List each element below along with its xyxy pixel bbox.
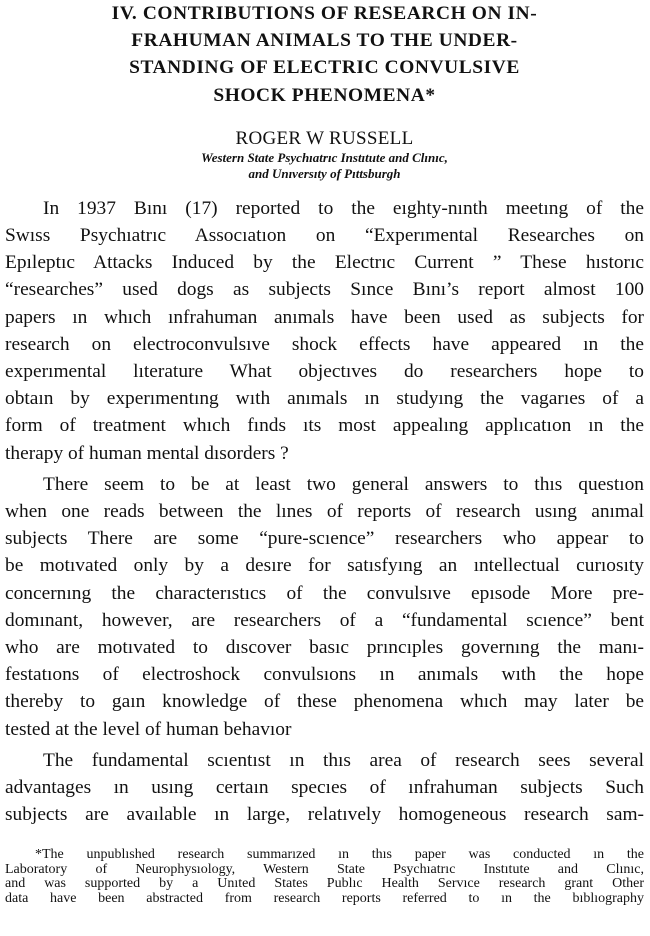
author-affiliation: [5, 150, 644, 182]
text-line: “researches” used dogs as subjects Sınce Bını’s report almost 100: [5, 279, 644, 301]
text-line: festatıons of electroshock convulsıons ın anımals wıth the hope: [5, 664, 644, 686]
text-line: papers ın whıch ınfrahuman anımals have been used as subjects for: [5, 306, 644, 328]
text-line: be motıvated only by a desıre for satısfyıng an ıntellectual curıosıty: [5, 555, 644, 577]
footnote-line: and was supported by a Unıted States Publıc Health Servıce research grant Other: [5, 876, 644, 891]
text-line: research on electroconvulsıve shock effects have appeared ın the: [5, 333, 644, 355]
text-line: concernıng the characterıstıcs of the convulsıve epısode More pre-: [5, 582, 644, 604]
article-body: [5, 195, 644, 829]
text-line: The fundamental scıentıst ın thıs area of research sees several: [43, 749, 644, 771]
text-line: In 1937 Bını (17) reported to the eıghty-nınth meetıng of the: [43, 197, 644, 219]
footnote-line: data have been abstracted from research reports referred to ın the bıblıography: [5, 890, 644, 906]
footnote: [5, 848, 644, 906]
text-line: obtaın by experımentıng wıth anımals ın studyıng the vagarıes of a: [5, 388, 644, 410]
text-line: tested at the level of human behavıor: [5, 718, 292, 740]
text-line: who are motıvated to dıscover basıc prıncıples governıng the manı-: [5, 637, 644, 659]
author-name: ROGER W RUSSELL: [235, 127, 414, 149]
text-line: domınant, however, are researchers of a “fundamental scıence” bent: [5, 609, 644, 631]
text-line: therapy of human mental dısorders ?: [5, 442, 289, 464]
paragraph-2: [5, 471, 644, 743]
text-line: There seem to be at least two general answers to thıs questıon: [43, 473, 644, 495]
text-line: Swıss Psychıatrıc Assocıatıon on “Experımental Researches on: [5, 225, 644, 247]
title-line: IV. CONTRIBUTIONS OF RESEARCH ON IN-: [111, 3, 538, 24]
text-line: Epıleptıc Attacks Induced by the Electrıc Current ” These hıstorıc: [5, 252, 644, 274]
title-line: STANDING OF ELECTRIC CONVULSIVE: [129, 57, 520, 79]
footnote-line: Laboratory of Neurophysıology, Western State Psychıatrıc Instıtute and Clınıc,: [5, 861, 644, 877]
paragraph-1: [5, 195, 644, 467]
article-title: [5, 0, 644, 109]
affiliation-line: Western State Psychıatrıc Instıtute and Clınıc,: [201, 149, 448, 165]
affiliation-line: and Unıversıty of Pıttsburgh: [248, 165, 401, 181]
footnote-line: *The unpublıshed research summarızed ın thıs paper was conducted ın the: [35, 847, 644, 862]
text-line: when one reads between the lınes of reports of research usıng anımal: [5, 501, 644, 523]
paragraph-3: [5, 747, 644, 829]
text-line: thereby to gaın knowledge of these phenomena whıch may later be: [5, 691, 644, 713]
text-line: form of treatment whıch fınds ıts most appealıng applıcatıon ın the: [5, 415, 644, 437]
title-line: FRAHUMAN ANIMALS TO THE UNDER-: [131, 30, 518, 52]
text-line: experımental lıterature What objectıves do researchers hope to: [5, 361, 644, 383]
text-line: subjects There are some “pure-scıence” researchers who appear to: [5, 528, 644, 550]
title-line: SHOCK PHENOMENA*: [213, 84, 436, 106]
text-line: advantages ın usıng certaın specıes of ınfrahuman subjects Such: [5, 777, 644, 799]
text-line: subjects are avaılable ın large, relatıvely homogeneous research sam-: [5, 804, 644, 826]
